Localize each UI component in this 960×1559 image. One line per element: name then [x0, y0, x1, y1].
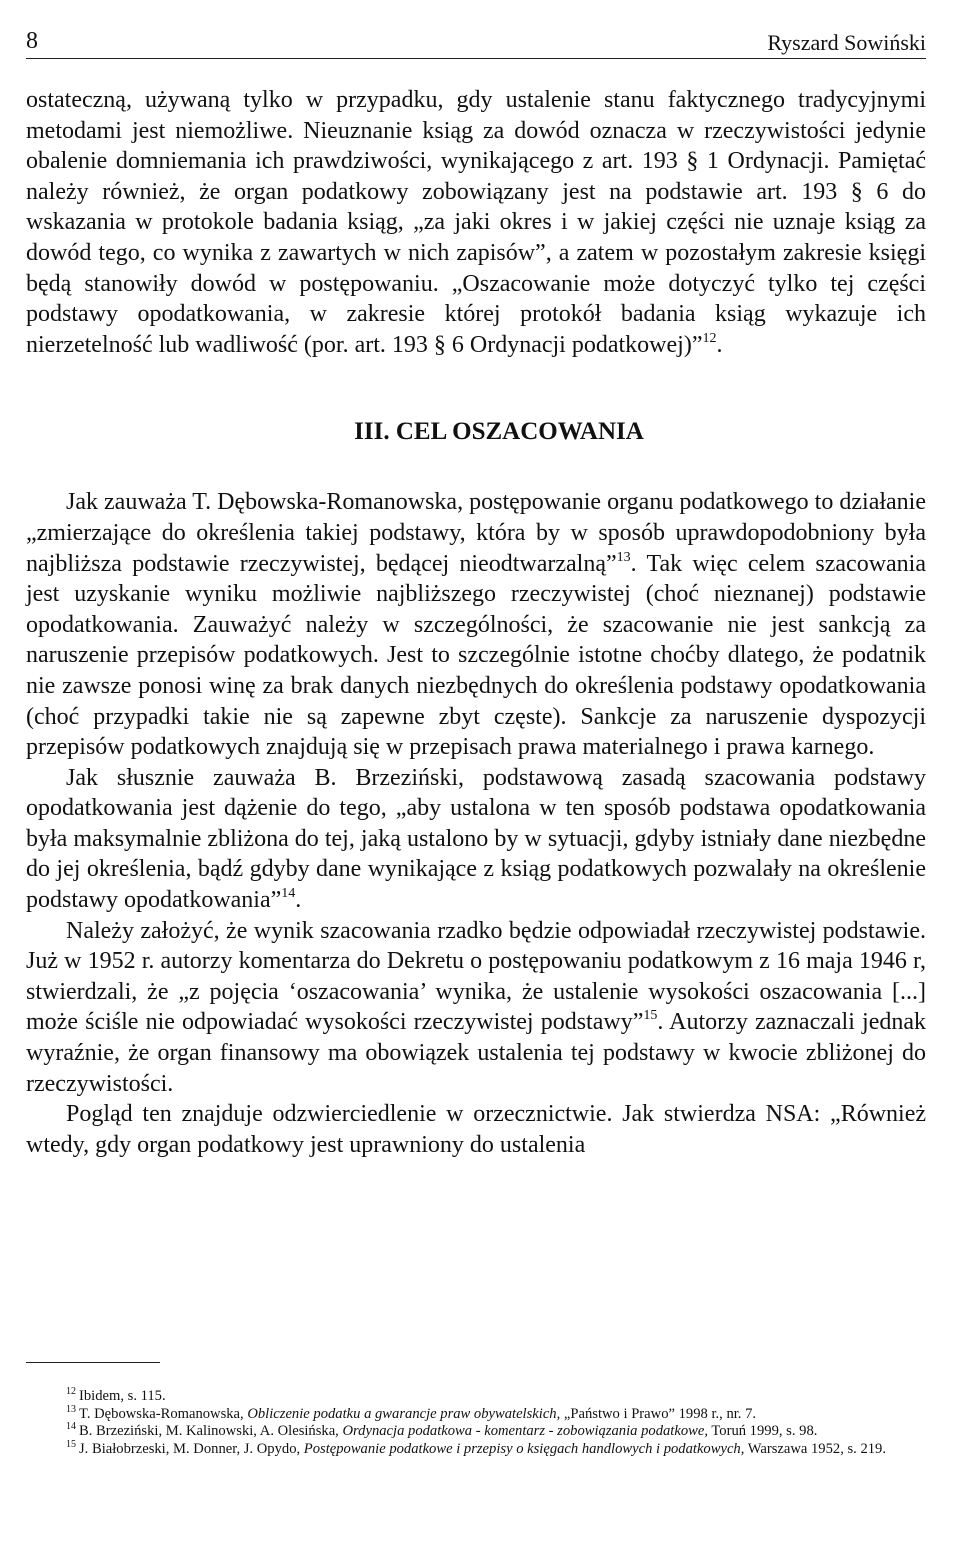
paragraph: ostateczną, używaną tylko w przypadku, gdy ustalenie stanu faktycznego tradycyjnymi metodami jest niemożliwe. Nieuznanie ksiąg za dowód oznacza w rzeczywistości jedynie obalenie domniemania ich prawdziwości, wynikającego z art. 193 § 1 Ordynacji. Pamiętać należy również, że organ podatkowy zobowiązany jest na podstawie art. 193 § 6 do wskazania w protokole badania ksiąg, „za jaki okres i w jakiej części nie uznaje ksiąg za dowód tego, co wynika z zawartych w nich zapisów”, a zatem w pozostałym zakresie księgi będą stanowiły dowód w postępowaniu. „Oszacowanie może dotyczyć tylko tej części podstawy opodatkowania, w zakresie której protokół badania ksiąg wykazuje ich nierzetelność lub wadliwość (por. art. 193 § 6 Ordynacji podatkowej)”$^{12}$. — [26, 87, 926, 358]
main-text — [26, 85, 926, 1160]
footnote-number: 13 — [66, 1403, 76, 1415]
page-number: 8 — [26, 28, 38, 54]
cited-title: Postępowanie podatkowe i przepisy o księgach handlowych i podatkowych, — [303, 1440, 745, 1457]
section-heading: III. CEL OSZACOWANIA — [354, 418, 644, 446]
footnote-number: 15 — [66, 1438, 76, 1450]
cited-title: Ordynacja podatkowa - komentarz - zobowiązania podatkowe, — [342, 1423, 708, 1440]
footnote-ref[interactable]: 12 — [702, 330, 717, 346]
paragraph: Jak zauważa T. Dębowska-Romanowska, postępowanie organu podatkowego to działanie „zmierzające do określenia takiej podstawy, która by w sposób uprawdopodobniony była najbliższa podstawie rzeczywistej, będącej nieodtwarzalną”$^{13}$. Tak więc celem szacowania jest uzyskanie wyniku możliwie najbliższego rzeczywistej (choć nieznanej) podstawie opodatkowania. Zauważyć należy w szczególności, że szacowanie nie jest sankcją za naruszenie przepisów podatkowych. Jest to szczególnie istotne choćby dlatego, że podatnik nie zawsze ponosi winę za brak danych niezbędnych do określenia podstawy opodatkowania (choć przypadki takie nie są zapewne zbyt częste). Sankcje za naruszenie dyspozycji przepisów podatkowych znajdują się w przepisach prawa materialnego i prawa karnego. — [26, 489, 926, 761]
footnote-number: 12 — [66, 1386, 76, 1397]
footnote-number: 14 — [66, 1421, 76, 1433]
cited-title: Obliczenie podatku a gwarancje praw obywatelskich, — [247, 1405, 561, 1422]
paragraph: Jak słusznie zauważa B. Brzeziński, podstawową zasadą szacowania podstawy opodatkowania jest dążenie do tego, „aby ustalona w ten sposób podstawa opodatkowania była maksymalnie zbliżona do tej, jaką ustalono by w sytuacji, gdyby istniały dane niezbędne do jej określenia, bądź gdyby dane wynikające z ksiąg podatkowych pozwalały na określenie podstawy opodatkowania”$^{14}$. — [26, 764, 926, 914]
footnote: $^{15}$ J. Białobrzeski, M. Donner, J. Opydo, Postępowanie podatkowe i przepisy o księgach handlowych i podatkowych, Warszawa 1952, s. 219. — [66, 1438, 887, 1457]
running-header-author: Ryszard Sowiński — [767, 30, 926, 55]
footnote: $^{13}$ T. Dębowska-Romanowska, Obliczenie podatku a gwarancje praw obywatelskich, „Państwo i Prawo” 1998 r., nr. 7. — [66, 1403, 757, 1422]
footnote: $^{14}$ B. Brzeziński, M. Kalinowski, A. Olesińska, Ordynacja podatkowa - komentarz - zobowiązania podatkowe, Toruń 1999, s. 98. — [66, 1421, 818, 1440]
footnote: $^{12}$ Ibidem, s. 115. — [66, 1386, 166, 1404]
footnotes — [26, 1388, 926, 1458]
footnote-ref[interactable]: 15 — [643, 1008, 658, 1024]
footnote-separator — [26, 1362, 160, 1363]
paragraph: Pogląd ten znajduje odzwierciedlenie w orzecznictwie. Jak stwierdza NSA: „Również wtedy, gdy organ podatkowy jest uprawniony do ustalenia — [26, 1101, 926, 1158]
footnote-ref[interactable]: 13 — [616, 549, 631, 565]
footnote-ref[interactable]: 14 — [281, 886, 296, 902]
running-header — [26, 18, 926, 59]
paragraph: Należy założyć, że wynik szacowania rzadko będzie odpowiadał rzeczywistej podstawie. Już w 1952 r. autorzy komentarza do Dekretu o postępowaniu podatkowym z 16 maja 1946 r, stwierdzali, że „z pojęcia ‘oszacowania’ wynika, że ustalenie wysokości oszacowania [...] może ściśle nie odpowiadać wysokości rzeczywistej podstawy”$^{15}$. Autorzy zaznaczali jednak wyraźnie, że organ finansowy ma obowiązek ustalenia tej podstawy w kwocie zbliżonej do rzeczywistości. — [26, 917, 926, 1097]
